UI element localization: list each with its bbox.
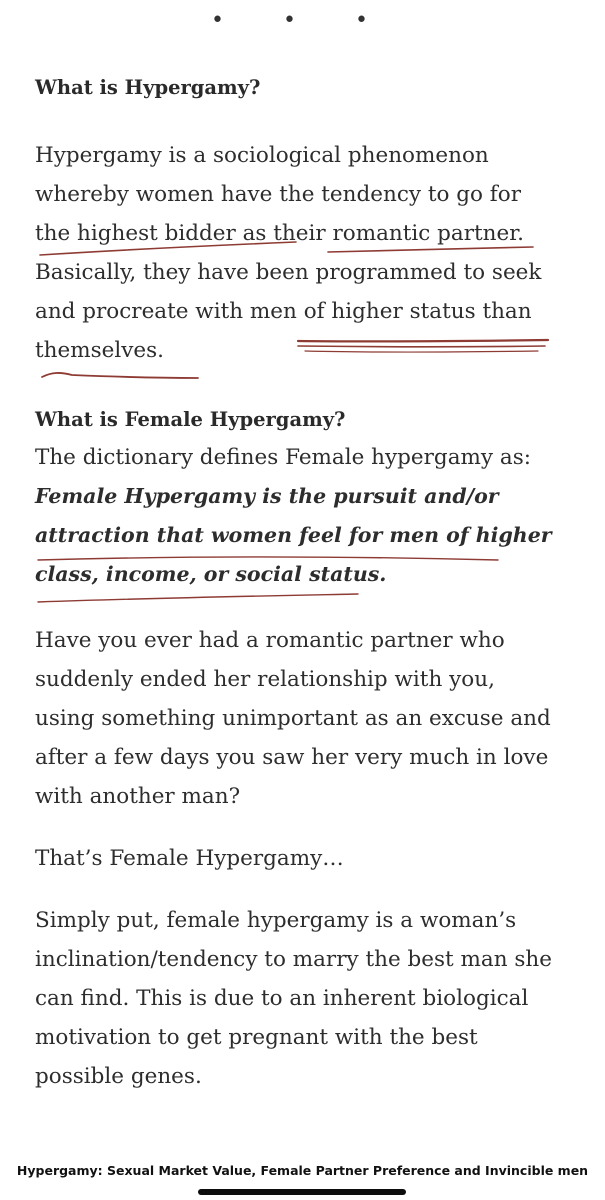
text-line: Hypergamy is a sociological phenomenon (35, 143, 489, 168)
paragraph-definition (35, 136, 575, 370)
text-line: themselves. (35, 338, 164, 363)
text-line: the highest bidder as their romantic partner. (35, 221, 524, 246)
article-body (35, 70, 575, 1096)
heading-what-is-hypergamy: What is Hypergamy? (35, 76, 261, 99)
text-line: using something unimportant as an excuse and (35, 706, 551, 731)
heading-what-is-female-hypergamy: What is Female Hypergamy? (35, 408, 346, 431)
text-line: Female Hypergamy is the pursuit and/or (35, 484, 499, 508)
paragraph-thats-hypergamy: That’s Female Hypergamy… (35, 846, 344, 871)
text-line: motivation to get pregnant with the best (35, 1025, 478, 1050)
text-line: possible genes. (35, 1064, 202, 1089)
text-line: and procreate with men of higher status than (35, 299, 532, 324)
paragraph-dictionary-intro: The dictionary defines Female hypergamy as: (35, 445, 531, 470)
text-line: suddenly ended her relationship with you, (35, 667, 495, 692)
more-options-icon[interactable]: • • • (211, 8, 394, 33)
text-line: Simply put, female hypergamy is a woman’s (35, 908, 517, 933)
text-line: with another man? (35, 784, 241, 809)
text-line: Have you ever had a romantic partner who (35, 628, 505, 653)
text-line: whereby women have the tendency to go for (35, 182, 521, 207)
home-indicator[interactable] (198, 1189, 406, 1195)
paragraph-simply-put (35, 901, 575, 1096)
text-line: class, income, or social status. (35, 562, 387, 586)
text-line: can find. This is due to an inherent biological (35, 986, 529, 1011)
text-line: attraction that women feel for men of higher (35, 523, 552, 547)
text-line: Basically, they have been programmed to seek (35, 260, 542, 285)
text-line: after a few days you saw her very much in love (35, 745, 549, 770)
dictionary-definition (35, 477, 575, 594)
paragraph-question (35, 621, 575, 816)
text-line: inclination/tendency to marry the best man she (35, 947, 552, 972)
image-caption: Hypergamy: Sexual Market Value, Female Partner Preference and Invincible men (16, 1163, 589, 1178)
